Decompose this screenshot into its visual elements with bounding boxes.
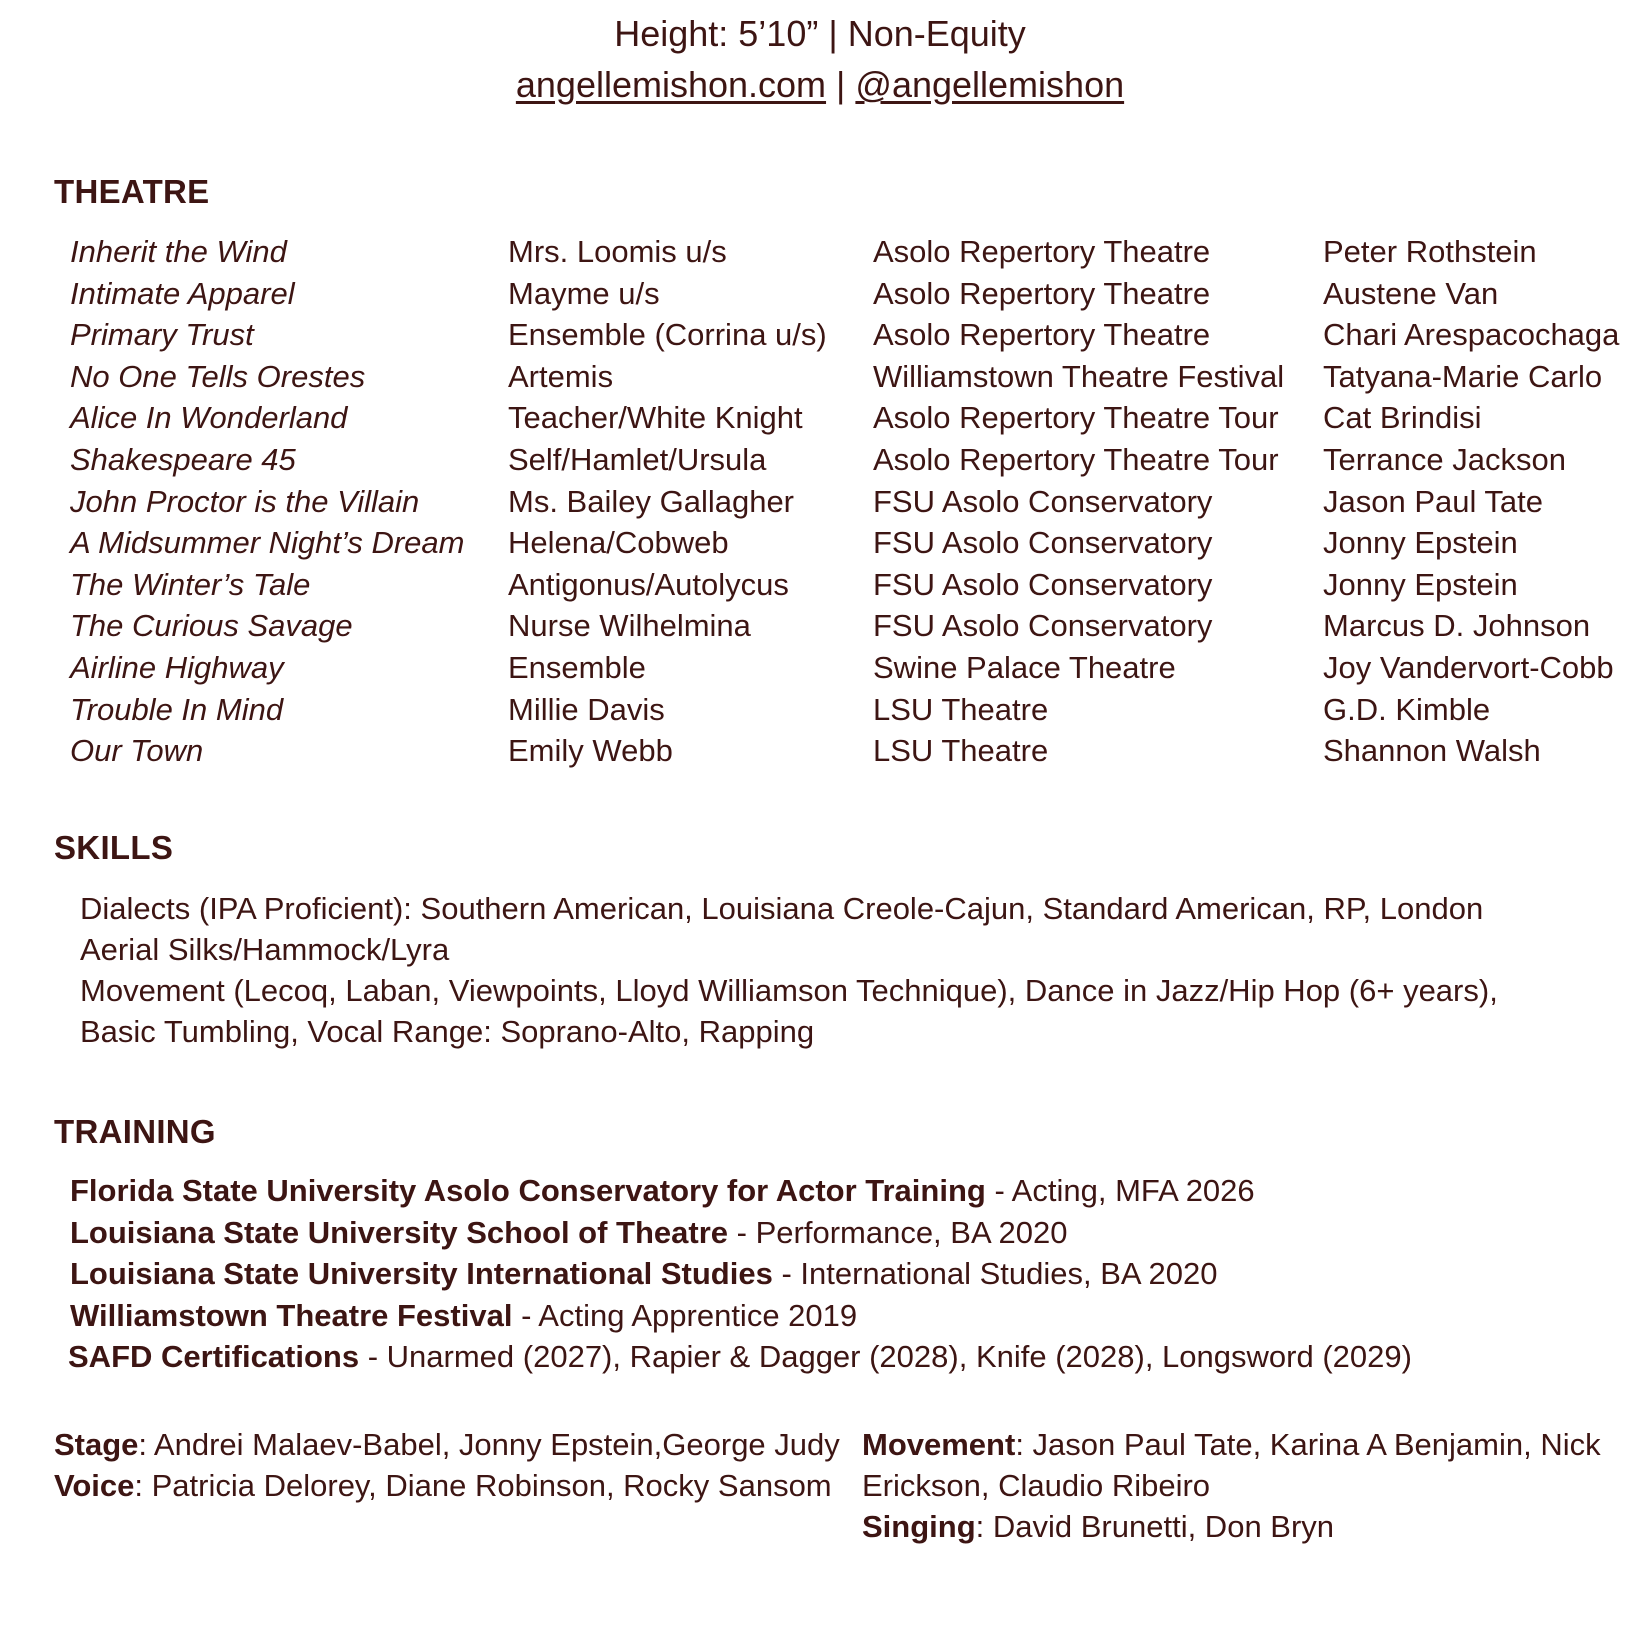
credit-show: Trouble In Mind (70, 691, 284, 727)
credit-show: The Curious Savage (70, 608, 353, 644)
teachers-movement-names: : Jason Paul Tate, Karina A Benjamin, Nick Erickson, Claudio Ribeiro (862, 1427, 1601, 1503)
credit-venue: LSU Theatre (873, 733, 1049, 769)
credit-row (0, 314, 1640, 356)
website-link[interactable]: angellemishon.com (515, 64, 827, 105)
training-detail: - Unarmed (2027), Rapier & Dagger (2028), Knife (2028), Longsword (2029) (359, 1339, 1412, 1374)
credit-director: Tatyana-Marie Carlo (1323, 358, 1603, 394)
teachers-singing-names: : David Brunetti, Don Bryn (975, 1509, 1335, 1544)
credit-role: Mrs. Loomis u/s (508, 234, 727, 269)
credit-venue: Asolo Repertory Theatre (873, 275, 1211, 311)
training-item (70, 1212, 1412, 1254)
credit-venue: Asolo Repertory Theatre Tour (873, 400, 1279, 436)
training-detail: - International Studies, BA 2020 (772, 1256, 1218, 1291)
credit-venue: FSU Asolo Conservatory (873, 483, 1213, 519)
social-handle-link[interactable]: @angellemishon (855, 64, 1125, 105)
credit-row (0, 397, 1640, 439)
credit-role: Artemis (508, 358, 614, 394)
credit-row (0, 273, 1640, 315)
credit-venue: FSU Asolo Conservatory (873, 608, 1213, 644)
credit-venue: Asolo Repertory Theatre (873, 234, 1211, 269)
training-institution: Williamstown Theatre Festival (70, 1297, 513, 1333)
skills-line: Aerial Silks/Hammock/Lyra (80, 932, 450, 967)
credit-show: Airline Highway (70, 649, 284, 685)
training-item (70, 1253, 1412, 1295)
credit-role: Ensemble (508, 649, 646, 685)
credit-show: The Winter’s Tale (70, 566, 311, 602)
credit-venue: Williamstown Theatre Festival (873, 358, 1285, 394)
credit-director: Peter Rothstein (1323, 234, 1537, 269)
skills-list (80, 888, 1620, 1052)
credit-show: Primary Trust (70, 317, 254, 353)
credit-director: Joy Vandervort-Cobb (1323, 649, 1614, 685)
credit-show: No One Tells Orestes (70, 358, 366, 394)
credit-director: Shannon Walsh (1323, 733, 1541, 769)
credit-row (0, 605, 1640, 647)
credit-show: Intimate Apparel (70, 275, 295, 311)
teachers-voice (54, 1465, 854, 1506)
teachers-stage-label: Stage (54, 1427, 139, 1462)
training-item (68, 1336, 1412, 1378)
teachers-movement (862, 1424, 1622, 1506)
credit-director: G.D. Kimble (1323, 691, 1491, 727)
teachers-left-column (54, 1424, 854, 1506)
skills-line: Dialects (IPA Proficient): Southern American, Louisiana Creole-Cajun, Standard American, RP, London (80, 891, 1484, 926)
theatre-credits-table (0, 231, 1640, 772)
teachers-movement-label: Movement (862, 1427, 1016, 1462)
credit-venue: LSU Theatre (873, 691, 1049, 727)
teachers-voice-names: : Patricia Delorey, Diane Robinson, Rocky Sansom (134, 1468, 832, 1503)
contact-line (0, 63, 1640, 107)
credit-role: Antigonus/Autolycus (508, 566, 789, 602)
credit-role: Millie Davis (508, 691, 665, 727)
skills-line: Basic Tumbling, Vocal Range: Soprano-Alto, Rapping (80, 1014, 815, 1049)
credit-row (0, 730, 1640, 772)
training-detail: - Acting, MFA 2026 (985, 1173, 1255, 1208)
credit-role: Ensemble (Corrina u/s) (508, 317, 827, 353)
training-list (70, 1170, 1412, 1378)
credit-role: Emily Webb (508, 733, 673, 769)
credit-show: Shakespeare 45 (70, 441, 296, 477)
credit-role: Ms. Bailey Gallagher (508, 483, 795, 519)
height-union-line: Height: 5’10” | Non-Equity (614, 13, 1026, 54)
skills-line: Movement (Lecoq, Laban, Viewpoints, Lloyd Williamson Technique), Dance in Jazz/Hip Hop (6+ years), (80, 973, 1498, 1008)
credit-row (0, 522, 1640, 564)
section-title-theatre: THEATRE (54, 173, 210, 210)
training-institution: Florida State University Asolo Conservatory for Actor Training (70, 1173, 986, 1208)
credit-row (0, 564, 1640, 606)
credit-show: A Midsummer Night’s Dream (70, 525, 465, 561)
credit-row (0, 356, 1640, 398)
training-item (70, 1170, 1412, 1212)
credit-director: Chari Arespacochaga (1323, 317, 1620, 353)
training-institution: SAFD Certifications (68, 1339, 360, 1374)
training-item (70, 1295, 1412, 1337)
credit-role: Teacher/White Knight (508, 400, 803, 436)
teachers-right-column (862, 1424, 1622, 1547)
credit-venue: Asolo Repertory Theatre Tour (873, 441, 1279, 477)
credit-role: Mayme u/s (508, 275, 660, 311)
training-institution: Louisiana State University International Studies (70, 1256, 773, 1291)
credit-director: Austene Van (1323, 275, 1499, 311)
credit-show: Alice In Wonderland (70, 400, 348, 436)
credit-row (0, 439, 1640, 481)
credit-show: John Proctor is the Villain (70, 483, 420, 519)
section-title-training: TRAINING (54, 1113, 216, 1150)
contact-separator: | (826, 64, 856, 105)
credit-director: Marcus D. Johnson (1323, 608, 1591, 644)
credit-row (0, 481, 1640, 523)
credit-role: Nurse Wilhelmina (508, 608, 751, 644)
teachers-voice-label: Voice (54, 1468, 135, 1503)
credit-role: Helena/Cobweb (508, 525, 729, 561)
credit-director: Cat Brindisi (1323, 400, 1482, 436)
training-institution: Louisiana State University School of Theatre (70, 1214, 729, 1250)
credit-role: Self/Hamlet/Ursula (508, 441, 767, 477)
credit-director: Jonny Epstein (1323, 566, 1518, 602)
credit-show: Inherit the Wind (70, 234, 287, 269)
credit-row (0, 689, 1640, 731)
credit-director: Jason Paul Tate (1323, 483, 1544, 519)
credit-row (0, 647, 1640, 689)
teachers-singing-label: Singing (862, 1509, 976, 1544)
training-detail: - Performance, BA 2020 (728, 1214, 1068, 1250)
credit-venue: FSU Asolo Conservatory (873, 525, 1213, 561)
teachers-stage-names: : Andrei Malaev-Babel, Jonny Epstein,George Judy (138, 1427, 840, 1462)
teachers-stage (54, 1424, 854, 1465)
credit-row (0, 231, 1640, 273)
training-detail: - Acting Apprentice 2019 (512, 1297, 858, 1333)
credit-venue: Asolo Repertory Theatre (873, 317, 1211, 353)
credit-director: Terrance Jackson (1323, 441, 1566, 477)
credit-venue: Swine Palace Theatre (873, 649, 1176, 685)
credit-venue: FSU Asolo Conservatory (873, 566, 1213, 602)
teachers-singing (862, 1506, 1622, 1547)
section-title-skills: SKILLS (54, 829, 174, 866)
credit-show: Our Town (70, 733, 204, 769)
credit-director: Jonny Epstein (1323, 525, 1518, 561)
